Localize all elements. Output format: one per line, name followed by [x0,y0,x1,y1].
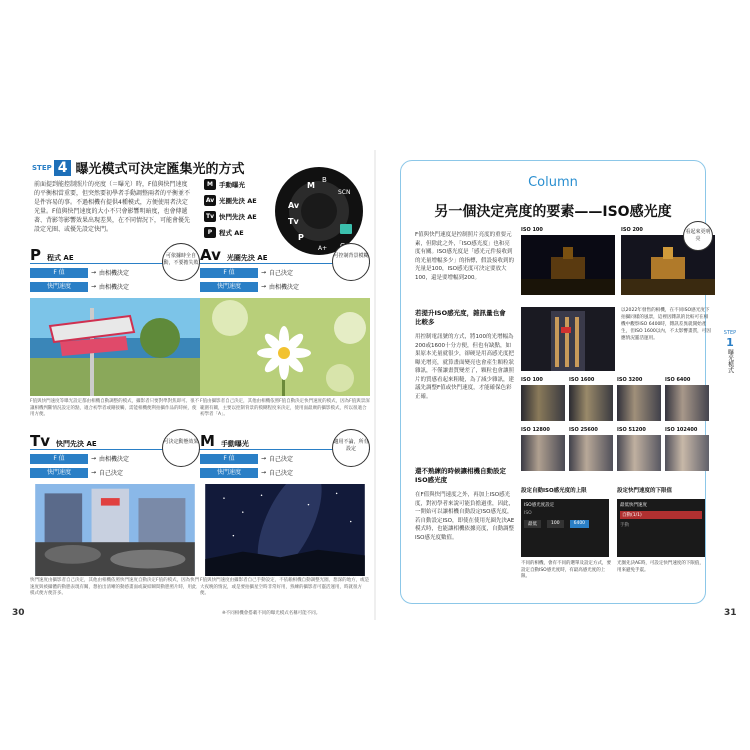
mode-tag: 快門速度 [30,282,88,292]
mode-tag: F 值 [30,454,88,464]
screen-title: 設定自動ISO感光度的上限 [521,488,587,494]
mode-bubble: 可依據時全自動，不要擔失敗 [162,243,200,281]
iso-label: ISO 12800 [521,427,550,433]
arrow-right-icon: → [261,455,267,462]
photo-city-crowd [30,484,200,576]
mode-tag: 快門速度 [200,468,258,478]
mode-caption: F值與快門速度等曝光設定都由相機自動調整的模式，攝影者只要對準對焦即可。很不讓相機判斷情況設定的點，適合初學者或剛接觸，需能相機便利拍攝作品的時候，使用方便。 [30,399,200,417]
screen-caption: 光圈先決AE時，可設定快門速度的下限值，用來避免手震。 [617,561,704,573]
mode-row-shutter [200,467,370,478]
mode-result: 由相機決定 [99,284,130,291]
menu-value: 6400 [570,520,589,528]
subheading: 還不熟練的時候讓相機自動設定ISO感光度 [415,467,506,484]
mode-tag: F 值 [30,268,88,278]
mode-name: 手動曝光 [220,440,249,448]
mode-letter: M [200,432,215,450]
mode-item-label: 光圈先決 AE [219,197,257,205]
mode-block-av [200,246,370,446]
dial-mark: P [298,233,304,242]
step-number: 4 [54,160,72,176]
step-badge: STEP [32,163,52,172]
mode-tag: F 值 [200,454,258,464]
screen-caption: 不同的相機，會有不同的選單及設定方式，要設定自動ISO感光度時，有最高感光度的上限。 [521,561,611,579]
mode-result: 自己決定 [269,270,294,277]
dial-mark: B [322,176,327,184]
screen-title: 設定快門速度的下限值 [617,488,673,494]
mode-letter: Av [200,246,221,264]
bright-bubble: 看起來更明亮 [683,221,713,251]
mode-key: P [204,227,216,238]
photo-iso-grid [521,385,565,421]
mode-result: 由相機決定 [99,456,130,463]
mode-key: M [204,179,216,190]
photo-daisy [200,298,370,396]
menu-item: 手動 [620,523,629,528]
mode-tag: F 值 [200,268,258,278]
menu-value: 最低 [524,520,541,528]
dial-mark: M [307,181,315,190]
chapter-side-tab [721,330,739,402]
iso-label: ISO 6400 [665,377,691,383]
gutter [374,150,376,620]
mode-letter: P [30,246,41,264]
mode-key: Av [205,197,215,204]
mode-item-tv [204,210,284,223]
mode-item-label: 程式 AE [219,229,244,237]
side-tab-number: 1 [726,336,734,349]
intro-paragraph: 前面提到能控制照片的亮度（＝曝光）時，F值與快門速度的平衡相當重要，但突然要初學者手動調整兩者的平衡並不是件容易的事。不過相機有提供4種模式，方便使用者決定光量。F值與快門速度的大小不只會影響明暗度，也會傳遞著、背影等影響效果出現差異，在不同情況下，可能會優先設定光圈、或優先設定快門。 [34,181,191,233]
mode-bubble: 可決定動態效果 [162,429,200,467]
mode-block-m [200,432,370,612]
photo-note: 以2022年發售的相機，在不同ISO感光度下拍攝同樣的風景，這裡因雜訊的比較可在相機中觀察ISO 6400時，雜訊差異就開始產生，但ISO 1600以內，不太影響畫質，可因應情況靈活運用。 [621,308,711,341]
arrow-right-icon: → [261,283,267,290]
mode-tag: 快門速度 [200,282,258,292]
page-number-right: 31 [724,608,737,618]
page-number-left: 30 [12,608,25,618]
photo-iso-grid [665,385,709,421]
mode-list [204,178,284,242]
dial-mark: A+ [318,245,328,252]
mode-result: 由相機決定 [269,284,300,291]
mode-item-label: 快門先決 AE [219,213,257,221]
side-tab-step: STEP [723,330,737,336]
photo-signpost [30,298,200,396]
mode-row-shutter [200,281,370,292]
mode-result: 由相機決定 [99,270,130,277]
menu-item: 自動(1/1) [620,511,702,519]
arrow-right-icon: → [91,469,97,476]
left-page [12,150,374,620]
side-tab-text: 曝光模式 [726,349,734,373]
mode-result: 自己決定 [269,470,294,477]
photo-iso-grid [569,435,613,471]
menu-title: 最低快門速度 [620,503,647,508]
paragraph: 用控制電訊號的方式，將100的光增幅為200或1600十分方便，但也有缺點，如果原本光量就很少，卻硬是用高感光度把曝光增亮，就算畫面變亮也會產生顆粒狀雜訊，不僅讓畫質變差了，顆粒也會讓照片的質感看起來粗糙，為了減少雜訊，建議先調整F值或快門速度，才能確保色彩正確。 [415,334,515,400]
mode-item-m [204,178,284,191]
mode-block-p [30,246,200,446]
photo-starry-sky [200,484,370,576]
arrow-right-icon: → [91,283,97,290]
iso-label: ISO 51200 [617,427,646,433]
column-frame [400,160,711,604]
mode-block-tv [30,432,200,612]
mode-name: 程式 AE [47,254,74,262]
mode-name: 快門先決 AE [56,440,97,448]
photo-iso-grid [617,385,661,421]
photo-iso-grid [665,435,709,471]
dial-mark: SCN [338,189,351,196]
mode-tag: 快門速度 [30,468,88,478]
mode-caption: F值由攝影者自己決定，其他由相機依照F值自動決定快門速度的模式，因為F值與景深範圍有關，主要以控制背景的模糊程度來決定，使用面最廣的攝影模式，所以很適合初學者「A」。 [200,399,370,417]
column-title: 另一個決定亮度的要素——ISO感光度 [434,204,672,220]
iso-label: ISO 25600 [569,427,598,433]
arrow-right-icon: → [261,269,267,276]
arrow-right-icon: → [261,469,267,476]
dial-mark: Av [288,201,300,210]
section-title: 曝光模式可決定匯集光的方式 [75,162,245,177]
mode-result: 自己決定 [99,470,124,477]
iso-label: ISO 1600 [569,377,595,383]
mode-item-label: 手動曝光 [219,181,245,189]
mode-caption: F值與快門速度由攝影者自己手動設定，不依賴相機自動調整光圈，想深的地方，或是大夜晚的情況，或是要拍攝星空時非常好用，熟練的攝影者可靈活運用，時就很方便。 [200,578,370,596]
menu-title: ISO感光度設定 [524,503,555,508]
subheading: 若提升ISO感光度，雜訊量也會比較多 [415,309,506,326]
paragraph: 在F值與快門速度之外，再加上ISO感光度，對初學者來說可能負擔過重，因此，一開始可以讓相機自動設定ISO感光度，若自動設定ISO，即使在使用光圈先決AE模式時，也能讓相機依據亮度，自動調整ISO感光度數值。 [415,492,515,541]
photo-iso-grid [521,435,565,471]
mode-result: 自己決定 [269,456,294,463]
camera-screen-shutter [617,499,705,557]
iso-label: ISO 3200 [617,377,643,383]
arrow-right-icon: → [91,455,97,462]
photo-iso-grid [617,435,661,471]
mode-letter: Tv [30,432,51,450]
paragraph: F值與快門速度是控制照片亮度的重要元素，但除此之外，「ISO感光度」也和亮度有關。ISO感光度是「感光元件接收到的光量增幅多少」的指標，假設接收到的光量是100，ISO感光度可決定要放大100，還是要增幅到200。 [415,232,515,281]
right-page [386,150,738,620]
photo-skyscraper [521,307,615,371]
iso-label: ISO 200 [621,227,643,233]
menu-value: 100 [547,520,564,528]
section-heading [32,158,245,177]
mode-item-p [204,226,284,239]
column-label: Column [528,175,578,190]
photo-iso-100 [521,235,615,295]
mode-item-av [204,194,284,207]
iso-label: ISO 102400 [665,427,698,433]
mode-caption: 快門速度由攝影者自己決定，其他由相機依照快門速度自動決定F值的模式，因為快門速度與被攝體的動態表現有關，想拍出清晰的動感畫面或凝結瞬間動態照片時，用此模式便方便許多。 [30,578,200,596]
photo-iso-grid [569,385,613,421]
mode-row-shutter [30,281,200,292]
mode-bubble: 可控制背景模糊 [332,243,370,281]
menu-item: ISO [524,511,532,516]
mode-name: 光圈先決 AE [226,254,268,262]
dial-mark: Tv [288,217,299,226]
iso-label: ISO 100 [521,227,543,233]
iso-label: ISO 100 [521,377,543,383]
mode-bubble: 適用不論，所有設定 [332,429,370,467]
mode-key: Tv [205,213,214,220]
mode-row-shutter [30,467,200,478]
footnote: ※不同相機會搭載不同的曝光模式名稱可能不同。 [222,611,321,616]
arrow-right-icon: → [91,269,97,276]
camera-screen-iso [521,499,609,557]
